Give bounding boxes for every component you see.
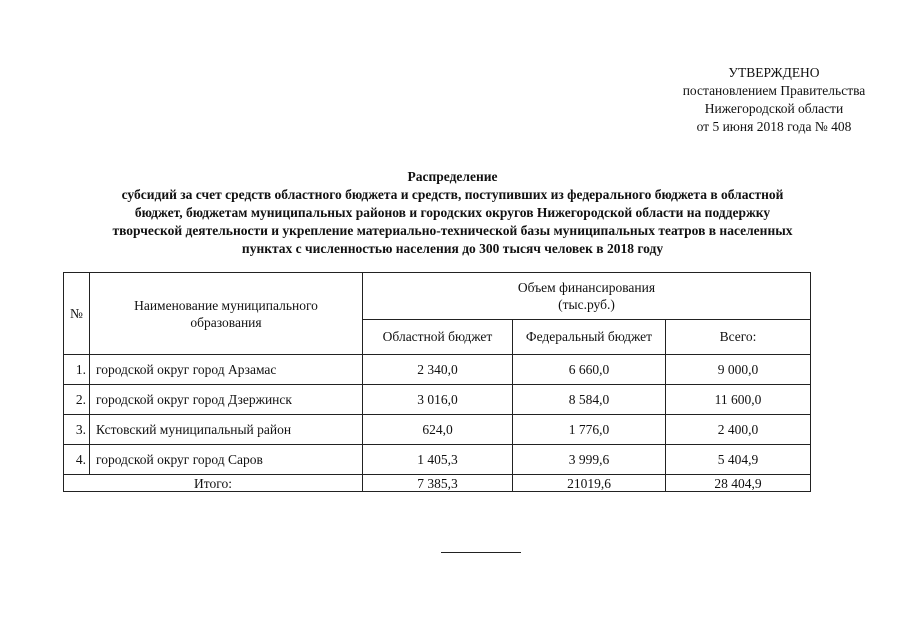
header-total: Всего: <box>666 320 811 355</box>
header-municipality-line-1: Наименование муниципального <box>134 297 318 313</box>
table-row <box>64 445 811 475</box>
row-federal: 3 999,6 <box>513 445 666 475</box>
row-municipality: городской округ город Саров <box>90 445 363 475</box>
row-municipality: Кстовский муниципальный район <box>90 415 363 445</box>
header-federal-budget: Федеральный бюджет <box>513 320 666 355</box>
row-municipality: городской округ город Арзамас <box>90 355 363 385</box>
title-line-3: творческой деятельности и укрепление материально-технической базы муниципальных театров в населенных <box>112 223 793 238</box>
row-municipality: городской округ город Дзержинск <box>90 385 363 415</box>
closing-divider <box>441 552 521 553</box>
row-total: 11 600,0 <box>666 385 811 415</box>
row-regional: 1 405,3 <box>363 445 513 475</box>
row-number: 3. <box>64 415 90 445</box>
approval-heading: УТВЕРЖДЕНО <box>728 65 820 80</box>
approval-block <box>600 64 905 136</box>
header-municipality-line-2: образования <box>190 314 262 330</box>
totals-regional: 7 385,3 <box>363 475 513 492</box>
row-number: 2. <box>64 385 90 415</box>
row-federal: 1 776,0 <box>513 415 666 445</box>
table-row <box>64 415 811 445</box>
row-federal: 8 584,0 <box>513 385 666 415</box>
totals-federal: 21019,6 <box>513 475 666 492</box>
table-header-row <box>64 273 811 320</box>
row-number: 1. <box>64 355 90 385</box>
totals-label: Итого: <box>64 475 363 492</box>
title-line-4: пунктах с численностью населения до 300 тысяч человек в 2018 году <box>241 241 664 256</box>
distribution-table <box>63 272 811 492</box>
totals-row <box>64 475 811 492</box>
header-financing-line-1: Объем финансирования <box>517 280 656 295</box>
row-total: 2 400,0 <box>666 415 811 445</box>
row-regional: 3 016,0 <box>363 385 513 415</box>
row-total: 5 404,9 <box>666 445 811 475</box>
table-row <box>64 385 811 415</box>
row-regional: 624,0 <box>363 415 513 445</box>
title-heading: Распределение <box>407 169 498 184</box>
row-total: 9 000,0 <box>666 355 811 385</box>
table-row <box>64 355 811 385</box>
header-financing <box>363 273 811 320</box>
row-regional: 2 340,0 <box>363 355 513 385</box>
title-line-2: бюджет, бюджетам муниципальных районов и городских округов Нижегородской области на поддержку <box>134 205 771 220</box>
document-title <box>40 168 865 258</box>
approval-line-1: постановлением Правительства <box>682 83 866 98</box>
approval-line-3: от 5 июня 2018 года № 408 <box>696 119 852 134</box>
row-number: 4. <box>64 445 90 475</box>
header-regional-budget: Областной бюджет <box>363 320 513 355</box>
approval-line-2: Нижегородской области <box>704 101 844 116</box>
row-federal: 6 660,0 <box>513 355 666 385</box>
header-municipality <box>90 273 363 355</box>
title-line-1: субсидий за счет средств областного бюджета и средств, поступивших из федерального бюджета в областной <box>121 187 784 202</box>
header-number: № <box>64 273 90 355</box>
header-financing-line-2: (тыс.руб.) <box>558 297 615 312</box>
totals-total: 28 404,9 <box>666 475 811 492</box>
